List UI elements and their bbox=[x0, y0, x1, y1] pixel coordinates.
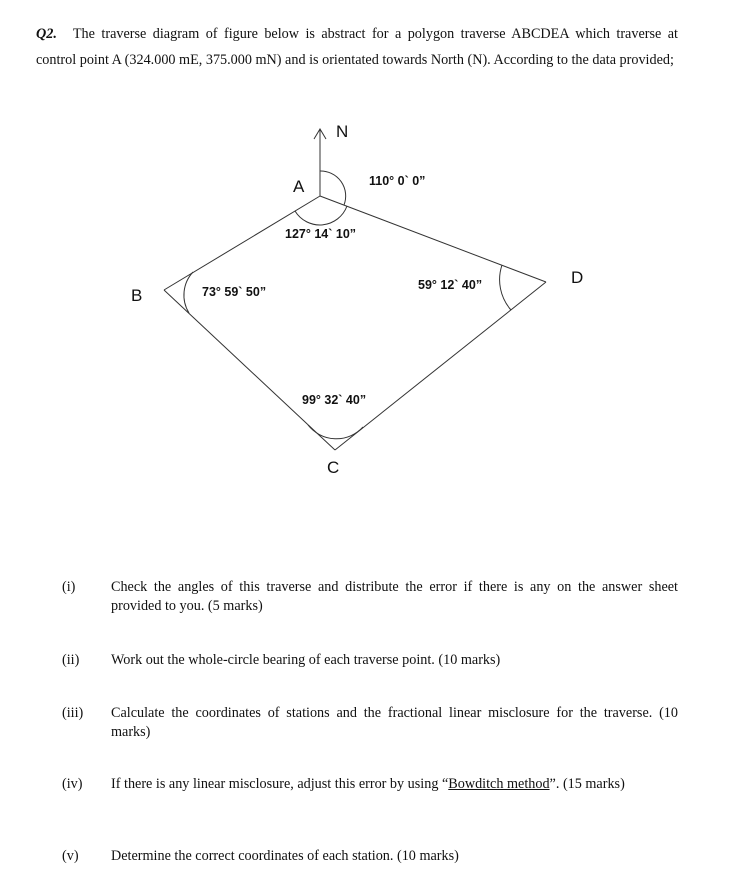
angle-interior-a: 127° 14` 10” bbox=[285, 227, 357, 241]
task-number: (iv) bbox=[62, 776, 83, 792]
question-number: Q2. bbox=[36, 26, 57, 42]
bowditch-method-term: Bowditch method bbox=[448, 776, 550, 792]
task-number: (v) bbox=[62, 848, 79, 864]
point-d-label: D bbox=[571, 268, 584, 287]
point-a-label: A bbox=[293, 177, 305, 196]
angle-interior-c: 99° 32` 40” bbox=[302, 393, 367, 407]
task-text-before: If there is any linear misclosure, adjust this error by using “ bbox=[111, 776, 449, 792]
point-b-label: B bbox=[131, 286, 143, 305]
arc-interior-d bbox=[500, 265, 511, 310]
angle-interior-d: 59° 12` 40” bbox=[418, 278, 483, 292]
task-number: (ii) bbox=[62, 652, 80, 668]
task-text bbox=[111, 775, 678, 794]
north-label: N bbox=[336, 122, 349, 141]
task-number: (iii) bbox=[62, 705, 84, 721]
arc-bearing-a bbox=[320, 171, 346, 205]
task-text: Calculate the coordinates of stations and the fractional linear misclosure for the traverse. (10 marks) bbox=[111, 705, 678, 740]
task-text: Check the angles of this traverse and distribute the error if there is any on the answer sheet provided to you. (5 marks) bbox=[111, 579, 678, 614]
line-a-b bbox=[164, 196, 320, 290]
task-text: Work out the whole-circle bearing of each traverse point. (10 marks) bbox=[111, 652, 501, 668]
angle-bearing-a: 110° 0` 0” bbox=[369, 174, 426, 188]
arc-interior-b bbox=[184, 272, 193, 313]
angle-interior-b: 73° 59` 50” bbox=[202, 285, 267, 299]
task-number: (i) bbox=[62, 579, 76, 595]
task-text-after: ”. (15 marks) bbox=[549, 776, 625, 792]
arc-interior-a bbox=[295, 206, 347, 225]
question-text: The traverse diagram of figure below is abstract for a polygon traverse ABCDEA which traverse at control point A (324.000 mE, 375.000 mN) and is orientated towards North (N). According to the data provided; bbox=[36, 26, 678, 68]
point-c-label: C bbox=[327, 458, 340, 477]
task-text: Determine the correct coordinates of each station. (10 marks) bbox=[111, 848, 459, 864]
line-d-c bbox=[335, 282, 546, 450]
